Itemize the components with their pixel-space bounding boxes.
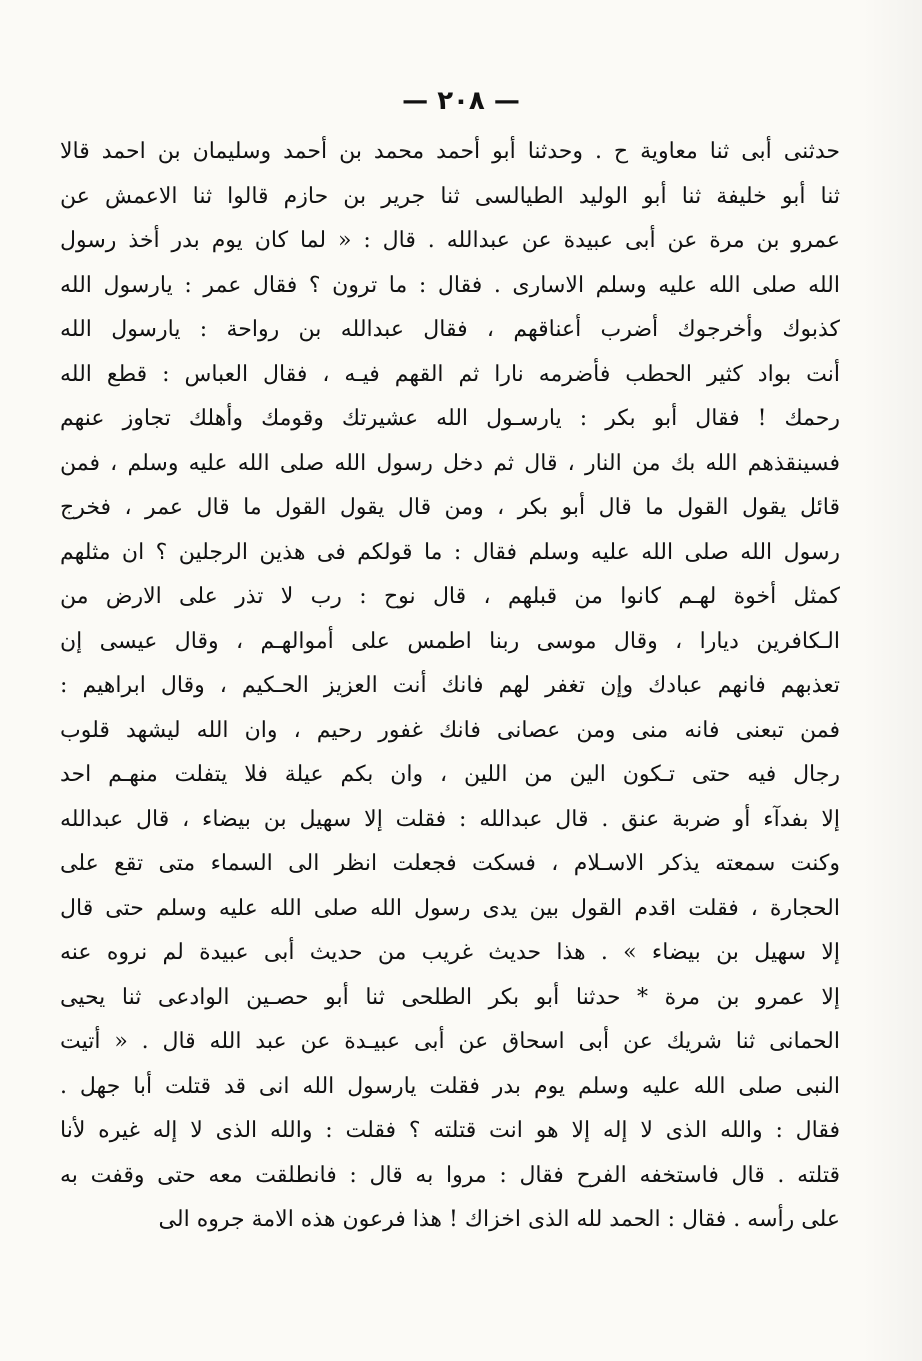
page-edge-shading (862, 0, 922, 1361)
text-line: الحمانى ثنا شريك عن أبى اسحاق عن أبى عبيـدة عن عبد الله قال . « أتيت (60, 1029, 840, 1054)
text-line: عمرو بن مرة عن أبى عبيدة عن عبدالله . قال : « لما كان يوم بدر أخذ رسول (60, 228, 840, 253)
text-line: قائل يقول القول ما قال أبو بكر ، ومن قال يقول القول ما قال عمر ، فخرج (60, 495, 840, 520)
text-line: أنت بواد كثير الحطب فأضرمه نارا ثم القهم فيـه ، فقال العباس : قطع الله (60, 361, 840, 387)
text-line: الله صلى الله عليه وسلم الاسارى . فقال : ما ترون ؟ فقال عمر : يارسول الله (60, 272, 840, 298)
text-line: فمن تبعنى فانه منى ومن عصانى فانك غفور رحيم ، وان الله ليشهد قلوب (60, 717, 840, 743)
text-line: رجال فيه حتى تـكون الين من اللين ، وان بكم عيلة فلا يتفلت منهـم احد (60, 762, 840, 787)
text-line: إلا بفدآء أو ضربة عنق . قال عبدالله : فقلت إلا سهيل بن بيضاء ، قال عبدالله (60, 806, 840, 832)
text-line: رحمك ! فقال أبو بكر : يارسـول الله عشيرتك وقومك وأهلك تجاوز عنهم (60, 406, 840, 431)
text-line: وكنت سمعته يذكر الاسـلام ، فسكت فجعلت انظر الى السماء متى تقع على (60, 851, 840, 876)
text-line: حدثنى أبى ثنا معاوية ح . وحدثنا أبو أحمد محمد بن أحمد وسليمان بن احمد قالا (60, 139, 840, 164)
text-line: كذبوك وأخرجوك أضرب أعناقهم ، فقال عبدالله بن رواحة : يارسول الله (60, 317, 840, 342)
text-line: النبى صلى الله عليه وسلم يوم بدر فقلت يارسول الله انى قد قتلت أبا جهل . (60, 1073, 840, 1099)
text-line: تعذبهم فانهم عبادك وإن تغفر لهم فانك أنت العزيز الحـكيم ، وقال ابراهيم : (60, 673, 840, 698)
text-line: فسينقذهم الله بك من النار ، قال ثم دخل رسول الله صلى الله عليه وسلم ، فمن (60, 450, 840, 476)
text-line: رسول الله صلى الله عليه وسلم فقال : ما قولكم فى هذين الرجلين ؟ ان مثلهم (60, 539, 840, 565)
text-line: ثنا أبو خليفة ثنا أبو الوليد الطيالسى ثنا جرير بن حازم قالوا ثنا الاعمش عن (60, 183, 840, 209)
page-number: — ٢٠٨ — (402, 86, 520, 116)
body-text (60, 130, 840, 1243)
text-line: على رأسه . فقال : الحمد لله الذى اخزاك ! هذا فرعون هذه الامة جروه الى (158, 1207, 840, 1232)
text-line: الـكافرين ديارا ، وقال موسى ربنا اطمس على أموالهـم ، وقال عيسى إن (60, 628, 840, 654)
text-line: إلا سهيل بن بيضاء » . هذا حديث غريب من حديث أبى عبيدة لم نروه عنه (60, 940, 840, 965)
text-line: فقال : والله الذى لا إله إلا هو انت قتلته ؟ فقلت : والله الذى لا إله غيره لأنا (60, 1118, 840, 1143)
text-line: إلا عمرو بن مرة * حدثنا أبو بكر الطلحى ثنا أبو حصـين الوادعى ثنا يحيى (60, 984, 840, 1010)
text-line: الحجارة ، فقلت اقدم القول بين يدى رسول الله صلى الله عليه وسلم حتى قال (60, 895, 840, 921)
text-line: قتلته . قال فاستخفه الفرح فقال : مروا به قال : فانطلقت معه حتى وقفت به (60, 1162, 840, 1188)
text-line: كمثل أخوة لهـم كانوا من قبلهم ، قال نوح : رب لا تذر على الارض من (60, 584, 840, 609)
